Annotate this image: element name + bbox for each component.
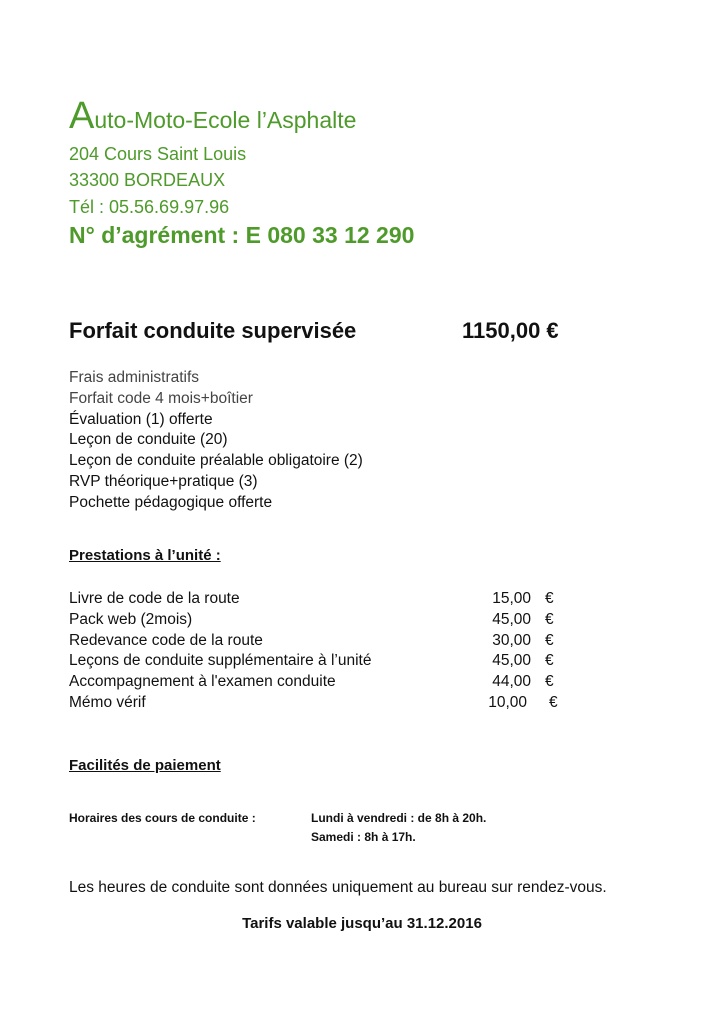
school-name [69,96,356,140]
row-label: Pack web (2mois) [69,610,193,628]
row-amount: 10,00 [488,693,527,711]
address-city: 33300 BORDEAUX [69,170,226,190]
row-amount: 30,00 [492,631,531,649]
row-amount: 45,00 [492,610,531,628]
table-row [69,631,569,652]
row-label: Mémo vérif [69,693,146,711]
prestations-title: Prestations à l’unité : [69,547,221,564]
row-currency: € [545,631,554,649]
row-label: Accompagnement à l'examen conduite [69,673,336,691]
school-name-rest: uto-Moto-Ecole l’Asphalte [94,107,357,133]
list-item: Frais administratifs [69,369,200,386]
row-currency: € [545,652,554,670]
list-item: Évaluation (1) offerte [69,410,213,428]
forfait-title: Forfait conduite supervisée [69,318,357,343]
row-label: Leçons de conduite supplémentaire à l’unité [69,652,372,670]
list-item: RVP théorique+pratique (3) [69,472,258,490]
row-label: Redevance code de la route [69,631,263,649]
prestations-table [69,589,569,714]
horaires-saturday: Samedi : 8h à 17h. [311,830,416,844]
address-street: 204 Cours Saint Louis [69,144,247,164]
table-row [69,610,569,631]
table-row [69,693,569,714]
school-name-initial: A [69,95,95,137]
horaires-label: Horaires des cours de conduite : [69,811,256,825]
row-label: Livre de code de la route [69,590,240,607]
horaires-weekdays: Lundi à vendredi : de 8h à 20h. [311,811,487,825]
row-currency: € [545,590,554,607]
agrement-number: N° d’agrément : E 080 33 12 290 [69,222,415,248]
list-item: Forfait code 4 mois+boîtier [69,389,253,407]
forfait-items-list [69,368,363,514]
row-currency: € [545,610,554,628]
row-currency: € [549,693,558,711]
validity-notice: Tarifs valable jusqu’au 31.12.2016 [242,915,482,932]
table-row [69,651,569,672]
row-amount: 15,00 [492,590,531,607]
phone-number: Tél : 05.56.69.97.96 [69,197,230,217]
list-item: Leçon de conduite préalable obligatoire (2) [69,452,363,470]
row-amount: 45,00 [492,652,531,670]
appointment-note: Les heures de conduite sont données uniquement au bureau sur rendez-vous. [69,879,607,896]
list-item: Pochette pédagogique offerte [69,493,273,511]
list-item: Leçon de conduite (20) [69,431,228,449]
table-row [69,589,569,610]
paiement-title: Facilités de paiement [69,757,221,774]
row-currency: € [545,673,554,691]
row-amount: 44,00 [492,673,531,691]
forfait-price: 1150,00 € [462,318,559,343]
table-row [69,672,569,693]
